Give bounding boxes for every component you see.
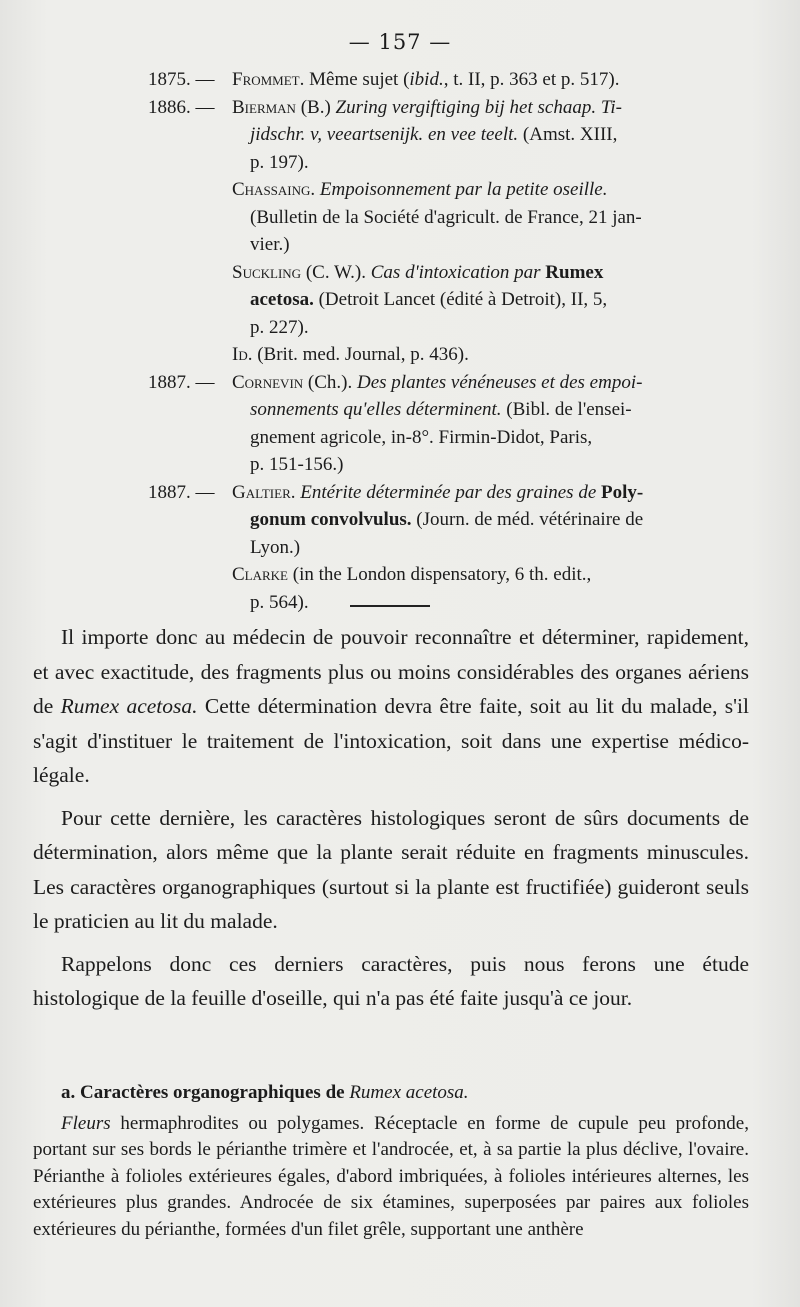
- main-text: [33, 620, 749, 1016]
- bib-entry: 1887. — Cornevin (Ch.). Des plantes vénéneuses et des empoi- sonnements qu'elles déterminent. (Bibl. de l'ensei- gnement agricole, in-8°. Firmin-Didot, Paris, p. 151-156.): [148, 369, 758, 479]
- bib-entry: 1886. — Bierman (B.) Zuring vergiftiging bij het schaap. Ti- jidschr. v, veeartsenijk. en vee teelt. (Amst. XIII, p. 197).: [148, 94, 758, 177]
- bib-author: Galtier.: [232, 481, 296, 503]
- section-organographic: [33, 1080, 749, 1243]
- paragraph: Rappelons donc ces derniers caractères, puis nous ferons une étude histologique de la feuille d'oseille, qui n'a pas été faite jusqu'à ce jour.: [33, 951, 749, 1010]
- bib-entry: Chassaing. Empoisonnement par la petite oseille. (Bulletin de la Société d'agricult. de France, 21 jan- vier.): [232, 179, 642, 255]
- bib-author: Id.: [232, 344, 253, 365]
- bib-author: Frommet.: [232, 69, 305, 90]
- bib-entry: 1887. — Galtier. Entérite déterminée par des graines de Poly- gonum convolvulus. (Journ. de méd. vétérinaire de Lyon.): [148, 479, 758, 562]
- bib-entry: Clarke (in the London dispensatory, 6 th. edit., p. 564).: [232, 564, 592, 613]
- bib-entry: Id. (Brit. med. Journal, p. 436).: [232, 344, 469, 365]
- paragraph: Fleurs hermaphrodites ou polygames. Réceptacle en forme de cupule peu profonde, portant sur ses bords le périanthe trimère et l'androcée, et, à sa partie la plus déclive, l'ovaire. Périanthe à folioles extérieures égales, d'abord imbriquées, à folioles intérieures alternes, les extérieures plus grandes. Androcée de six étamines, superposées par paires aux folioles extérieures du périanthe, formées d'un filet grêle, supportant une anthère: [33, 1112, 749, 1240]
- bib-entry: Suckling (C. W.). Cas d'intoxication par Rumex acetosa. (Detroit Lancet (édité à Detroit), II, 5, p. 227).: [232, 261, 608, 338]
- bib-author: Chassaing.: [232, 179, 316, 200]
- bib-year: 1887. —: [148, 481, 215, 503]
- bib-author: Suckling: [232, 261, 302, 283]
- bib-author: Bierman: [232, 96, 296, 118]
- paragraph: Il importe donc au médecin de pouvoir reconnaître et déterminer, rapidement, et avec exactitude, des fragments plus ou moins considérables des organes aériens de Rumex acetosa. Cette détermination devra être faite, soit au lit du malade, s'il s'agit d'instituer le traitement de l'intoxication, soit dans une expertise médico-légale.: [33, 625, 749, 787]
- bib-author: Clarke: [232, 564, 289, 585]
- section-heading: a. Caractères organographiques de Rumex acetosa.: [61, 1082, 469, 1103]
- paragraph: Pour cette dernière, les caractères histologiques seront de sûrs documents de détermination, alors même que la plante serait réduite en fragments minuscules. Les caractères organographiques (surtout si la plante est fructifiée) guideront seuls le praticien au lit du malade.: [33, 805, 749, 933]
- bib-entry: 1875. — Frommet. Même sujet (ibid., t. II, p. 363 et p. 517).: [148, 66, 758, 94]
- bib-year: 1886. —: [148, 96, 215, 118]
- bib-author: Cornevin: [232, 371, 304, 393]
- bibliography: [148, 66, 758, 616]
- page-number: — 157 —: [348, 30, 452, 54]
- bib-year: 1875. —: [148, 69, 215, 90]
- bib-year: 1887. —: [148, 371, 215, 393]
- divider-rule: [350, 605, 430, 607]
